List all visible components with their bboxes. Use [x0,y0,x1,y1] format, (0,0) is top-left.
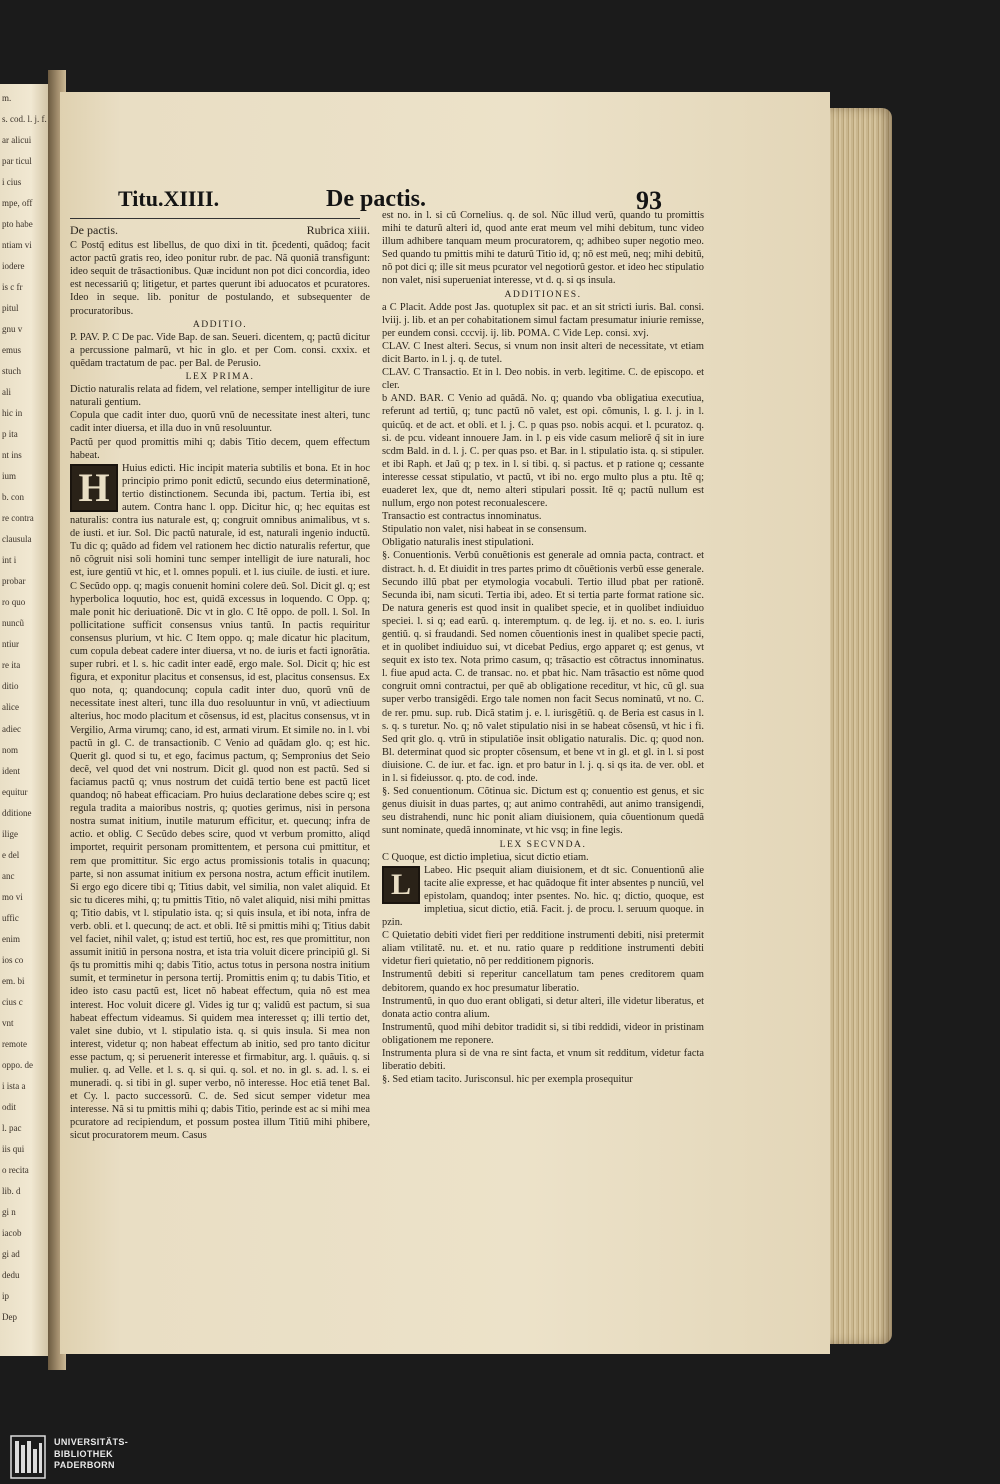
addition-clav-1: CLAV. C Inest alteri. Secus, si vnum non insit alteri de necessitate, vt etiam dicit Barto. in l. j. q. de tutel. [382,340,704,366]
left-page-fragment: alice [2,702,19,713]
left-page-fragment: par ticul [2,156,32,167]
left-page-fragment: clausula [2,534,32,545]
left-page-fragment: emus [2,345,21,356]
summary-instrumentum-1: Instrumentũ debiti si reperitur cancellatum tam penes creditorem quam debitorem, quando ex hoc presumatur liberatio. [382,969,704,994]
left-page-fragment: ntiam vi [2,240,32,251]
summary-4: Transactio est contractus innominatus. [382,511,542,523]
left-page-fragment: b. con [2,492,24,503]
left-page-fragment: p ita [2,429,18,440]
summary-instrumentum-2: Instrumentũ, in quo duo erant obligati, si detur alteri, ille videtur liberatus, et donata actio contra alium. [382,995,704,1020]
header-title: De pactis. [326,186,426,212]
gloss-paragraph: C Postq̃ editus est libellus, de quo dixi in tit. p̃cedenti, quãdoq; facit actor pactũ gratis reo, ideo ponitur rubr. de pac. Nã quoniã transfigunt: ideo sequit de trãsactionibus. Quæ incidunt non pot dici concordia, ideo est necessariũ q; litigetur, et partes querunt ibi aduocatos et pcuratores. Ideo in seque. lib. ponitur de postulando, et subsequenter de procuratoribus. [70,240,370,317]
left-page-fragment: iacob [2,1227,22,1238]
library-logo-icon [10,1435,46,1479]
left-page-fragment: ilige [2,828,18,839]
left-page-fragment: adiec [2,723,21,734]
right-text-column [382,209,704,1329]
addition-a: a C Placit. Adde post Jas. quotuplex sit pac. et an sit stricti iuris. Bal. consi. lviij. j. lib. et an per cohabitationem simul factam presumatur iniurie remisse, per eundem consi. cccvij. ij. lib. POMA. C Vide Lep. consi. xvj. [382,301,704,339]
left-page-fragment: o recita [2,1164,29,1175]
left-page-fragment: pto habe [2,219,33,230]
left-page-fragment: re ita [2,660,21,671]
library-name [54,1437,128,1472]
left-page-fragment: l. pac [2,1122,22,1133]
summary-3: Pactũ per quod promittis mihi q; dabis Titio decem, quem effectum habeat. [70,436,370,461]
commentary-continued: est no. in l. si cũ Cornelius. q. de sol. Nũc illud verũ, quando tu promittis mihi te daturũ alteri id, quod ante erat meum vel mihi debitum, tunc video illum adhibere tanquam meum procuratorem, q; adhibeo super negotio meo. Sed quando tu pmittis mihi te daturũ Titio id, q; nõ est meũ, neq; mihi debitũ, nõ pot dici q; ille sit meus pcurator vel negotiorũ gestor. et ideo hec stipulatio non valet, nisi superueniat interesse, vt d. q. si qs insula. [382,210,704,287]
commentary-labeo: Labeo. Hic psequit aliam diuisionem, et dt sic. Conuentionũ alie tacite alie expresse, et hac quãdoque fit inter absentes p nunciũ, vel epistolam, quandoq; inter psentes. No. hic. q; dictio, quoque, est impletiua, sicut dictio, etiã. Facit. j. de procu. l. seruum quoque. in pzin. [382,864,704,929]
summary-instrumentum-4: Instrumenta plura si de vna re sint facta, et vnum sit redditum, videtur facta liberatio debiti. [382,1048,704,1073]
section-sed-etiam-tacito: §. Sed etiam tacito. Jurisconsul. hic per exempla prosequitur [382,1074,633,1086]
left-page-fragment: em. bi [2,975,25,986]
page [60,92,830,1354]
summary-quietatio: C Quietatio debiti videt fieri per redditione instrumenti debiti, nisi pretermit aliam vtilitatẽ. nu. et. et nu. ratio quare p redditione instrumenti debiti videtur fieri quietatio, nõ per redditionem pignoris. [382,930,704,968]
left-page-fragment: equitur [2,786,28,797]
left-page-edge [0,84,52,1356]
header-titulus: Titu.XIIII. [118,186,220,211]
left-page-fragment: ali [2,387,11,398]
section-sed-conventionum: §. Sed conuentionum. Cõtinua sic. Dictum est q; conuentio est genus, et sic genus diuisit in duas partes, q; aut animo contrahẽdi, aut animo transigendi, seu distrahendi, nunc hic ponit aliam diuisionem, quia cõuentionum quedã sunt nominate, quedã innominate, vt hic vsq; in fine legis. [382,786,704,837]
left-page-fragment: ar alicui [2,135,32,146]
left-page-fragment: enim [2,933,20,944]
left-page-fragment: ntiur [2,639,19,650]
left-page-fragment: mo vi [2,891,23,902]
summary-6: Obligatio naturalis inest stipulationi. [382,537,534,549]
left-page-fragment: ro quo [2,597,26,608]
left-page-fragment: pitul [2,303,19,314]
additio-heading: ADDITIO. [192,318,248,330]
decorated-initial: H [70,464,118,512]
library-name-line: PADERBORN [54,1460,115,1470]
library-name-line: BIBLIOTHEK [54,1448,113,1459]
lex-prima-heading: LEX PRIMA. [185,371,255,383]
summary-quoque: C Quoque, est dictio impletiua, sicut dictio etiam. [382,851,589,863]
rubric-line [70,224,370,237]
left-page-fragment: ip [2,1290,10,1301]
left-page-fragment: nuncũ [2,618,24,629]
left-page-fragment: gi n [2,1206,16,1217]
left-text-column [70,224,370,1329]
left-page-fragment: Dep [2,1311,17,1322]
left-page-fragment: cius c [2,996,23,1007]
left-page-fragment: dedu [2,1269,20,1280]
left-page-fragment: i cius [2,177,22,188]
left-page-fragment: hic in [2,408,23,419]
addition-clav-2: CLAV. C Transactio. Et in l. Deo nobis. in verb. legitime. C. de episcopo. et cler. [382,367,704,392]
left-page-fragment: lib. d [2,1185,21,1196]
addition-b: b AND. BAR. C Venio ad quãdã. No. q; quando vba obligatiua executiua, referunt ad tertiũ, q; tunc pactũ nõ valet, est opi. cõmunis, l. g. l. j. in l. quicũq. et de act. et obli. et l. j. C. p quas pso. nobis acqui. et l. pcuratoz. q. si. de pcu. videant innouere Jam. in l. p eis vide casum meliorẽ q̃ sit in iure scdm Bald. in d. l. j. C. per quas pso. et Bar. in l. stipulatio ista. q. si stipuler. et ibi Raph. et Jaũ q; p tex. in l. si tibi. q. si pactus. et p ratione q; cessante interesse cessat stipulatio, vt pactũ, vt ibi no. ergo multo plus a ptu. Itẽ q; euaderet lex, que dt, nemo alteri stipulari possit. Itẽ q; pactũ nullum est nullum, ergo non potest reconualescere. [382,393,704,510]
left-page-fragment: ios co [2,954,24,965]
summary-2: Copula que cadit inter duo, quorũ vnũ de necessitate inest alteri, tunc cadit inter diuersa, et illa duo in vnũ resoluuntur. [70,410,370,435]
left-page-fragment: nom [2,744,19,755]
summary-5: Stipulatio non valet, nisi habeat in se consensum. [382,524,587,536]
left-page-fragment: gi ad [2,1248,20,1259]
summary-instrumentum-3: Instrumentũ, quod mihi debitor tradidit si, si tibi reddidi, videor in pristinam obligationem me reponere. [382,1021,704,1046]
header-rule [70,218,360,219]
left-page-fragment: probar [2,576,26,587]
additio-paragraph: P. PAV. P. C De pac. Vide Bap. de san. Seueri. dicentem, q; pactũ dicitur a percussione palmarũ, vt hic in glo. et per Com. consi. cxxix. et quẽdam tractatum de pac. per Bal. de Perusio. [70,331,370,369]
folio-number: 93 [636,186,662,215]
summary-1: Dictio naturalis relata ad fidem, vel relatione, semper intelligitur de iure naturali gentium. [70,384,370,409]
left-page-fragment: ditio [2,681,19,692]
left-page-fragment: iodere [2,261,25,272]
left-page-fragment: nt ins [2,450,22,461]
decorated-initial-small: L [382,866,420,904]
left-page-fragment: iis qui [2,1143,25,1154]
left-page-fragment: oppo. de [2,1059,33,1070]
library-name-line: UNIVERSITÄTS- [54,1437,129,1447]
left-page-fragment: gnu v [2,324,23,335]
commentary-huius-edicti: Huius edicti. Hic incipit materia subtilis et bona. Et in hoc principio primo ponit edictũ, secundo eius determinationẽ, tertio distinctionem. Secunda ibi, pactum. Tertia ibi, est autem. Contra hanc l. opp. Dicitur hic, q; hec equitas est naturalis: contra ius naturale est, q; congruit omnibus animalibus, vt s. de iusti. et iur. Sol. Dic pactũ naturale, id est, naturali ingenio inductũ. Tu dic q; quãdo ad fidem vel rationem hec dictio naturalis refertur, que nõ cõgruit nisi soli homini tunc semper intelligit de iure naturali, hoc est, iure gentiũ vt hic, et l. omnes populi. et l. ius ciuile. de iusti. et iure. C Secũdo opp. q; magis conuenit homini colere deũ. Sol. Dicit gl. q; est hyperbolica loquutio, hoc est, quidã excessus in loquendo. C Opp. q; male ponit hic deriuationẽ. Dic vt in glo. C Itẽ oppo. de poll. l. Sol. In pollicitatione sufficit consensus vnius tantũ. In pactis requiritur consensus plurium, vt hic. C Item oppo. q; male dicatur hic placitum, cum copula debeat cadere inter diuersa, vt no. de iuris et facti ignorãtia. super rubri. et l. s. hic cadit inter eadẽ, ergo male. Sol. Dicit q; hic est figura, et exponitur placitus et consensus, id est, placitus consensus. Ex quo nota, q; quandocunq; copula cadit inter duo, quorũ vnũ de necessitate inest alteri, tunc illa duo resoluuntur in vnũ, vt adiectiuum alterius, hoc modo placitum et cõsensus, id est, placitus consensus, vt in Vergilio, Arma virumq; cano, id est, armati virum. Et simile no. in l. vbi pactũ in gl. C. de transactionib. C Venio ad quãdam glo. q; est hic. Querit gl. quod si tu, et ego, facimus pactum, q; Sempronius det Seio decẽ, vel quod det vni nostrum. Dicit gl. quod non est pactũ. Sed si faciamus pactũ q; vnus nostrum det cuidã tertio bene est pactũ licet quandoq; nõ habeat efficaciam. Pro huius declaratione debes scire q; est regula tradita a maioribus nostris, q; quoties gerimus, nisi in persona nostra sumat initium, inutile maturum efficitur, et. quecunq; infra de actio. et oblig. C Secũdo debes scire, quod vt verbum promitto, aliqd importet, requirit personam promittentem, et persona cui pmittitur, et rem que promittitur. Sic ergo actus promissionis totalis in quacunq; parte, si non assumat initium ex persona nostra, actum efficit inutilem. Si ergo ego dicere tibi q; Titius dabit, vel similia, non valet aliquid. Et sic tu diceres mihi, q; tu pmittis Titio, nõ valet aliquid, nisi mihi pmittas q; Titio dabis, vt l. stipulatio ista. q; si quis insula, et ibi nota, infra de verb. obli. et l. quecunq; de act. et obli. Itẽ si pmittis mihi q; Titius dabit vel faciet, nihil valet, q; istud est tertiũ, hoc est, res que promittitur, non assumit initiũ in persona nostra, et ista tria voluit dicere principiũ gl. Si q̃s tu promittis mihi q; dabis Titio, actus totus in persona nostra initium sumit, et terminetur in persona tertij. Promittis enim q; tu dabis Titio, et ideo isto casu pactũ est, licet nõ habeat effectum, quia nõ est mea interest. Hoc voluit dicere gl. Vides ig tur q; validũ est pactum, si sua habeat effectum videamus. Si quidem mea interesset q; illi tertio det, valet sine dubio, vt l. stipulatio ista. q. si quis insula. Si mea non interest, videtur q; non habeat effectum ab initio, sed pro tanto dicitur esse pactum, q; si peruenerit interesse et firmabitur, arg. l. quãuis. q. si mulier. q. ad Velle. et l. s. q. si qui. q. sol. et no. in gl. s. ad. l. s. ei muneradi. q. si tibi in gl. super verbo, nõ interesse. Hoc etiã tenet Bal. et Cy. l. pacto successorũ. C. de. Sed sicut semper videtur mea interesse. Nã si tu pmittis mihi q; dabis Titio, perinde est ac si mihi mea pcuratore ad recipiendum, et possum postea illum Titiũ mihi phibere, sicut procuratorem meum. Casus [70,462,370,1142]
additiones-heading: ADDITIONES. [504,288,582,300]
left-page-fragment: int i [2,555,17,566]
footer-bar [0,1432,1000,1484]
page-fore-edge [826,108,892,1344]
left-page-fragment: s. cod. l. j. f. [2,114,47,125]
rubric-right: Rubrica xiiii. [306,224,370,237]
left-page-fragment: anc [2,870,15,881]
left-page-fragment: m. [2,93,12,103]
left-page-fragment: dditione [2,807,32,818]
left-page-fragment: vnt [2,1017,14,1028]
left-page-fragment: re contra [2,513,34,524]
left-page-fragment: remote [2,1038,27,1049]
left-page-fragment: is c fr [2,282,23,293]
left-page-fragment: mpe, off [2,198,33,209]
section-conventionis: §. Conuentionis. Verbũ conuẽtionis est generale ad omnia pacta, contract. et distract. h. d. Et diuidit in tres partes primo dt cõuẽtionis verbũ esse generale. Secundo illũ pbat per etymologia vocabuli. Tertio illud pbat per rationẽ. Secunda ibi, nam sicuti. Tertia ibi, adeo. Et si tertia parte format ratione sic. De natura generis est quod insit in qualibet specie, et in quolibet indiuiduo speciei. l. si q; ead earũ. q. interemptum. q. de leg. ij. et no. s. eo. l. iuris gentiũ. q. si fraudandi. Sed nomen cõuentionis inest in qualibet specie pacti, et in quolibet indiuiduo sui, vt dicebat Pedius, ergo apparet q; est genus, vt sequit ex isto tex. Nota primo casum, q; trãsactio est cõtractus innominatus. l. fiue apud acta. C. de transac. no. et pbat hic. Nam trãsactio est nõme quod congruit omni contractui, per quẽ ab obligatione receditur, vt hic, cũ gl. sua super verbo transigẽdi. Ergo tale nomen non facit Secus nominatũ, vt no. C. de rer. pmu. sup. rub. Dicã statim j. e. l. iurisgẽtiũ. q. de Beria est casus in l. s. q. s turetur. No. q; nõ valet stipulatio nisi in se habeat cõsensũ, vt hic i fi. Sed qrit glo. q. vtrũ in stipulatiõe insit obligatio naturalis. Dic. q; quod non. Bl. determinat quod sic propter cõsensum, et bene vt in gl. et gl. in l. si post diuisione. C. de iur. et fac. ign. et pro batur in l. j. q. si qs ita. de ver. obl. et in l. si fideiussor. q. pto. de cod. inde. [382,550,704,785]
left-page-fragment: e del [2,849,20,860]
rubric-left: De pactis. [70,224,118,237]
left-page-fragment: ium [2,471,17,482]
left-page-fragment: uffic [2,912,19,923]
lex-secunda-heading: LEX SECVNDA. [499,838,587,850]
left-page-fragment: ident [2,765,20,776]
left-page-fragment: odit [2,1101,17,1112]
left-page-fragment: i ista a [2,1080,26,1091]
left-page-fragment: stuch [2,366,21,377]
